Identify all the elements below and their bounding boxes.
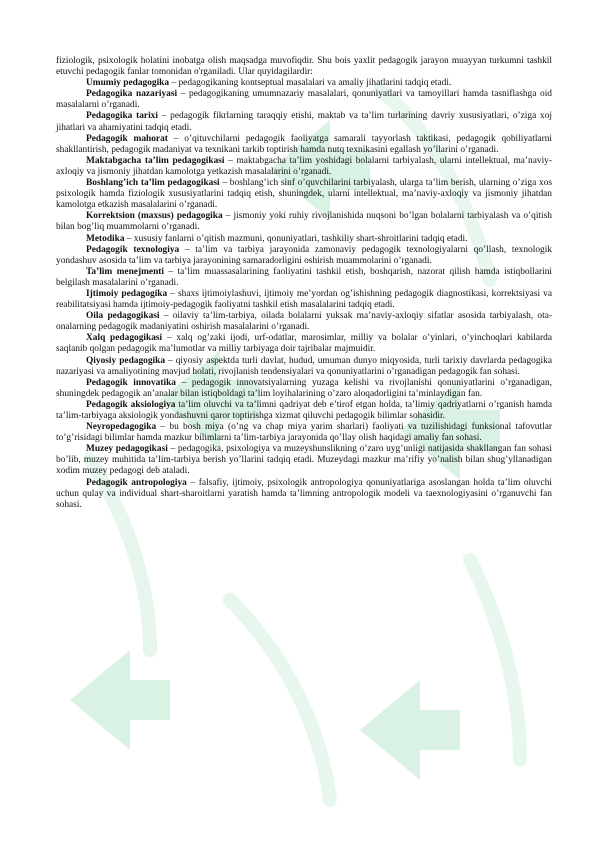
- definition: ta’lim oluvchi va ta’limni qadriyat deb e’tirof etgan holda, ta’limiy qadriyatlarni o’rganish hamda ta’lim-tarbiyaga aksiologik yondashuvni qaror toptirishga xizmat qiluvchi pedagogik bilimlar sohasidir.: [56, 399, 552, 421]
- definition: – pedagogik innovatsiyalarning yuzaga kelishi va rivojlanishi qonuniyatlarini o’rganadigan, shuningdek pedagogik an’analar bilan istiqboldagi ta’lim loyihalarining o’zaro aloqadorligini ta’minlaydigan fan.: [56, 377, 552, 399]
- definition-paragraph: [56, 356, 552, 378]
- definition: – xalq og’zaki ijodi, urf-odatlar, marosimlar, milliy va bolalar o’yinlari, o’yinchoqlari kabilarda saqlanib qolgan pedagogik ma’lumotlar va milliy tarbiyaga doir tajribalar majmuidir.: [56, 333, 552, 355]
- term: Pedagogik aksiologiya: [86, 399, 176, 410]
- definition-paragraph: [56, 234, 552, 245]
- definition: – pedagogika, psixologiya va muzeyshunslikning o’zaro uyg’unligi natijasida shakllangan fan sohasi bo’lib, muzey muhitida ta’lim-tarbiya berish yo’llarini tadqiq etadi. Muzeydagi mazkur ma’rifiy yo’nalish bilan shug’yllanadigan xodim muzey pedagogi deb ataladi.: [56, 444, 553, 477]
- definition-paragraph: [56, 156, 552, 178]
- term: Umumiy pedagogika: [86, 78, 170, 89]
- definition-paragraph: [56, 378, 552, 400]
- definition-paragraph: [56, 267, 552, 289]
- definition-paragraph: [56, 333, 552, 355]
- term: Korrektsion (maxsus) pedagogika: [86, 211, 223, 222]
- term: Ta’lim menejmenti: [86, 266, 165, 277]
- definition: – falsafiy, ijtimoiy, psixologik antropologiya qonuniyatlariga asoslangan holda ta’lim oluvchi uchun qulay va individual shart-sharoitlarni yaratish hamda ta’limning antropologik modeli va taexnologiyasini o’rganuvchi fan sohasi.: [56, 477, 552, 510]
- term: Qiyosiy pedagogika: [86, 355, 166, 366]
- definition-paragraph: [56, 134, 552, 156]
- definition: – shaxs ijtimoiylashuvi, ijtimoiy me’yordan og’ishishning pedagogik diagnostikasi, korrektsiyasi va reabilitatsiyasi hamda ijtimoiy-pedagogik faoliyatni tashkil etish masalalarini tadqiq etadi.: [56, 288, 552, 311]
- term: Boshlang’ich ta’lim pedagogikasi: [86, 178, 220, 189]
- definition-paragraph: [56, 78, 552, 89]
- term: Neyropedagogika: [86, 422, 157, 433]
- term: Pedagogik texnologiya: [86, 244, 180, 255]
- term: Muzey pedagogikasi: [86, 444, 168, 455]
- term: Ijtimoiy pedagogika: [86, 288, 168, 299]
- definition: – o’qituvchilarni pedagogik faoliyatga samarali tayyorlash taktikasi, pedagogik qobiliyatlarni shakllantirish, pedagogik madaniyat va texnikani tarkib toptirish hamda nutq texnikasini egallash yo’llarini o’rganadi.: [56, 133, 552, 155]
- definition: – ta’lim va tarbiya jarayonida zamonaviy pedagogik texnologiyalarni qo’llash, texnologik yondashuv asosida ta’lim va tarbiya jarayonining samaradorligini oshirish muammolarini o’rganadi.: [56, 244, 552, 266]
- definition: – jismoniy yoki ruhiy rivojlanishida nuqsoni bo’lgan bolalarni tarbiyalash va o’qitish bilan bog’liq muammolarni o’rganadi.: [56, 211, 552, 233]
- definition-paragraph: [56, 178, 552, 211]
- definition: – ta’lim muassasalarining faoliyatini tashkil etish, boshqarish, nazorat qilish hamda istiqbollarini belgilash masalalarini o’rganadi.: [56, 266, 552, 288]
- term: Oila pedagogikasi: [86, 311, 160, 322]
- term: Pedagogik mahorat: [86, 133, 168, 144]
- document-body: [56, 56, 552, 511]
- definition-paragraph: [56, 211, 552, 233]
- definition: – pedagogikaning kontseptual masalalari va amaliy jihatlarini tadqiq etadi.: [169, 78, 452, 89]
- definition: – oilaviy ta’lim-tarbiya, oilada bolalarni yuksak ma’naviy-axloqiy sifatlar asosida tarbiyalash, ota-onalarning pedagogik madaniyatini oshirish masalalarini o’rganadi.: [56, 311, 552, 333]
- definition: – xususiy fanlarni o’qitish mazmuni, qonuniyatlari, tashkiliy shart-shroitlarini tadqiq etadi.: [124, 233, 468, 244]
- definition: – pedagogik fikrlarning taraqqiy etishi, maktab va ta’lim turlarining davriy xususiyatlari, o’ziga xoj jihatlari va ahamiyatini tadqiq etadi.: [56, 111, 552, 133]
- term: Xalq pedagogikasi: [86, 333, 163, 344]
- definition-paragraph: [56, 289, 552, 311]
- term: Pedagogika tarixi: [86, 111, 158, 122]
- definition: – maktabgacha ta’lim yoshidagi bolalarni tarbiyalash, ularni intellektual, ma’naviy-axloqiy va jismoniy jihatdan kamolotga yetkazish masalalarini o’rganadi.: [56, 155, 552, 177]
- definition-paragraph: [56, 89, 552, 111]
- definition: – boshlang’ich sinf o’quvchilarini tarbiyalash, ularga ta’lim berish, ularning o’ziga xos psixologik hamda fiziologik xususiyatlarini tadqiq etish, shuningdek, ularni intellektual, ma’naviy-axloqiy va jismoniy jihatdan kamolotga etkazish masalalarini o’rganadi.: [56, 178, 552, 211]
- term: Pedagogik innovatika: [86, 377, 176, 388]
- definition-paragraph: [56, 422, 552, 444]
- definition-paragraph: [56, 245, 552, 267]
- term: Pedagogik antropologiya: [86, 477, 187, 488]
- definition-paragraph: [56, 478, 552, 511]
- definition-paragraph: [56, 400, 552, 422]
- definition: – qiyosiy aspektda turli davlat, hudud, umuman dunyo miqyosida, turli tarixiy davrlarda pedagogika nazariyasi va amaliyotining mavjud holati, rivojlanish tendensiyalari va qonuniyatlarini o’rganadigan pedagogik fan sohasi.: [56, 355, 552, 377]
- intro-paragraph: fiziologik, psixologik holatini inobatga olish maqsadga muvofiqdir. Shu bois yaxlit pedagogik jarayon muayyan turkumni tashkil etuvchi pedagogik fanlar tomonidan o'rganiladi. Ular quyidagilardir:: [56, 56, 552, 78]
- term: Maktabgacha ta’lim pedagogikasi: [86, 155, 225, 166]
- term: Metodika: [86, 233, 125, 244]
- definition-paragraph: [56, 311, 552, 333]
- definition-paragraph: [56, 111, 552, 133]
- entries-list: [56, 78, 552, 511]
- definition: – pedagogikaning umumnazariy masalalari, qonuniyatlari va tamoyillari hamda tasniflashga oid masalalarni o’rganadi.: [56, 89, 552, 111]
- definition-paragraph: [56, 444, 552, 477]
- definition: – bu bosh miya (o’ng va chap miya yarim sharlari) faoliyati va tuzilishidagi funksional tafovutlar to’g’risidagi bilimlar hamda mazkur bilimlarni ta’lim-tarbiya jarayonida qo’llay olish haqidagi amaliy fan sohasi.: [56, 422, 552, 444]
- term: Pedagogika nazariyasi: [86, 89, 178, 100]
